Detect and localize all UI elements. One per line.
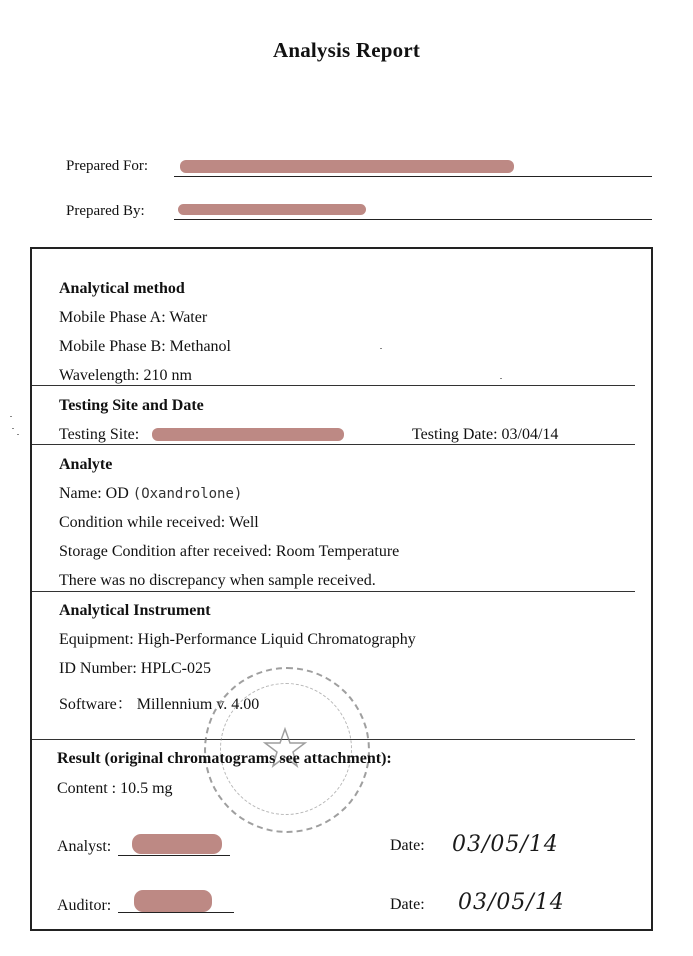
analyte-storage: Storage Condition after received: Room Temperature xyxy=(59,543,400,560)
analyst-label: Analyst: xyxy=(57,838,112,855)
analyte-heading: Analyte xyxy=(59,456,113,473)
instrument-heading: Analytical Instrument xyxy=(59,602,211,619)
prepared-for-line xyxy=(174,176,652,177)
prepared-by-redaction xyxy=(178,204,366,215)
instrument-id: ID Number: HPLC-025 xyxy=(59,660,211,677)
scan-speck xyxy=(10,416,12,417)
analyst-date-label: Date: xyxy=(390,837,425,854)
analyte-discrepancy: There was no discrepancy when sample received. xyxy=(59,572,376,589)
auditor-signature-redaction xyxy=(134,890,212,912)
analyte-condition: Condition while received: Well xyxy=(59,514,259,531)
auditor-date-label: Date: xyxy=(390,896,425,913)
analyte-name xyxy=(59,485,242,503)
scan-speck xyxy=(500,378,502,379)
scan-speck xyxy=(380,348,382,349)
analyst-line xyxy=(118,855,230,856)
prepared-by-line xyxy=(174,219,652,220)
site-heading: Testing Site and Date xyxy=(59,397,204,414)
instrument-software: Software： Millennium v. 4.00 xyxy=(59,696,260,713)
analyte-name-label: Name: OD xyxy=(59,485,129,502)
auditor-date-handwritten: 03/05/14 xyxy=(458,890,565,915)
report-title: Analysis Report xyxy=(272,38,421,62)
result-heading: Result (original chromatograms see attachment): xyxy=(57,750,392,767)
auditor-line xyxy=(118,912,234,913)
instrument-equipment: Equipment: High-Performance Liquid Chromatography xyxy=(59,631,416,648)
auditor-label: Auditor: xyxy=(57,897,112,914)
mobile-phase-b: Mobile Phase B: Methanol xyxy=(59,338,231,355)
prepared-by-label: Prepared By: xyxy=(66,203,145,219)
seal-star-icon xyxy=(204,667,366,829)
analyte-name-value: (Oxandrolone) xyxy=(132,486,243,502)
method-heading: Analytical method xyxy=(59,280,185,297)
prepared-for-redaction xyxy=(180,160,514,173)
analyst-date-handwritten: 03/05/14 xyxy=(452,832,559,857)
testing-date: Testing Date: 03/04/14 xyxy=(412,426,559,443)
wavelength: Wavelength: 210 nm xyxy=(59,367,192,384)
testing-site-redaction xyxy=(152,428,344,441)
divider-2 xyxy=(32,444,635,445)
scan-speck xyxy=(17,434,19,435)
scan-speck xyxy=(12,428,14,429)
divider-3 xyxy=(32,591,635,592)
prepared-for-label: Prepared For: xyxy=(66,158,149,174)
testing-site-label: Testing Site: xyxy=(59,426,140,443)
divider-1 xyxy=(32,385,635,386)
analyst-signature-redaction xyxy=(132,834,222,854)
mobile-phase-a: Mobile Phase A: Water xyxy=(59,309,208,326)
result-content: Content : 10.5 mg xyxy=(57,780,173,797)
